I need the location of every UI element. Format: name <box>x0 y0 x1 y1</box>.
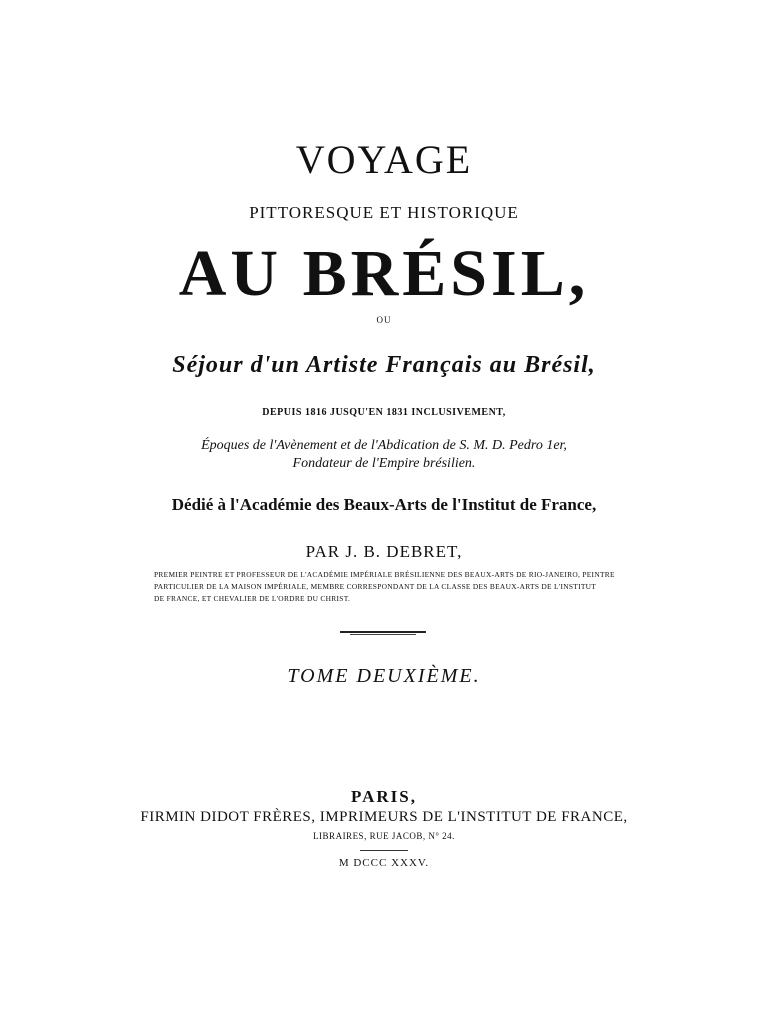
imprint-address: LIBRAIRES, RUE JACOB, N° 24. <box>313 831 455 841</box>
imprint-place: PARIS, <box>351 787 417 806</box>
author-credits <box>154 569 614 605</box>
divider-rule <box>340 631 426 633</box>
credits-line-1: PREMIER PEINTRE ET PROFESSEUR DE L'ACADÉMIE IMPÉRIALE BRÉSILIENNE DES BEAUX-ARTS DE RIO-JANEIRO, PEINTRE <box>154 570 615 579</box>
divider-rule-thin <box>350 634 416 635</box>
epoques-line-1: Époques de l'Avènement et de l'Abdication de S. M. D. Pedro 1er, <box>201 438 567 453</box>
epoques-line-2: Fondateur de l'Empire brésilien. <box>292 456 476 471</box>
date-range: DEPUIS 1816 JUSQU'EN 1831 INCLUSIVEMENT, <box>262 407 506 418</box>
alternate-title: Séjour d'un Artiste Français au Brésil, <box>172 352 596 378</box>
credits-line-3: DE FRANCE, ET CHEVALIER DE L'ORDRE DU CHRIST. <box>154 594 351 603</box>
imprint-year: M DCCC XXXV. <box>338 857 430 869</box>
conjunction: OU <box>376 315 392 325</box>
imprint-publisher: FIRMIN DIDOT FRÈRES, IMPRIMEURS DE L'INSTITUT DE FRANCE, <box>140 809 628 825</box>
dedication: Dédié à l'Académie des Beaux-Arts de l'Institut de France, <box>171 495 597 514</box>
author: PAR J. B. DEBRET, <box>305 542 463 561</box>
imprint-rule <box>360 850 408 851</box>
volume-label: TOME DEUXIÈME. <box>287 665 481 687</box>
credits-line-2: PARTICULIER DE LA MAISON IMPÉRIALE, MEMBRE CORRESPONDANT DE LA CLASSE DES BEAUX-ARTS DE L'INSTITUT <box>154 582 597 591</box>
book-subtitle: PITTORESQUE ET HISTORIQUE <box>249 203 519 222</box>
book-title: VOYAGE <box>295 137 473 182</box>
book-title-main: AU BRÉSIL, <box>178 237 590 310</box>
